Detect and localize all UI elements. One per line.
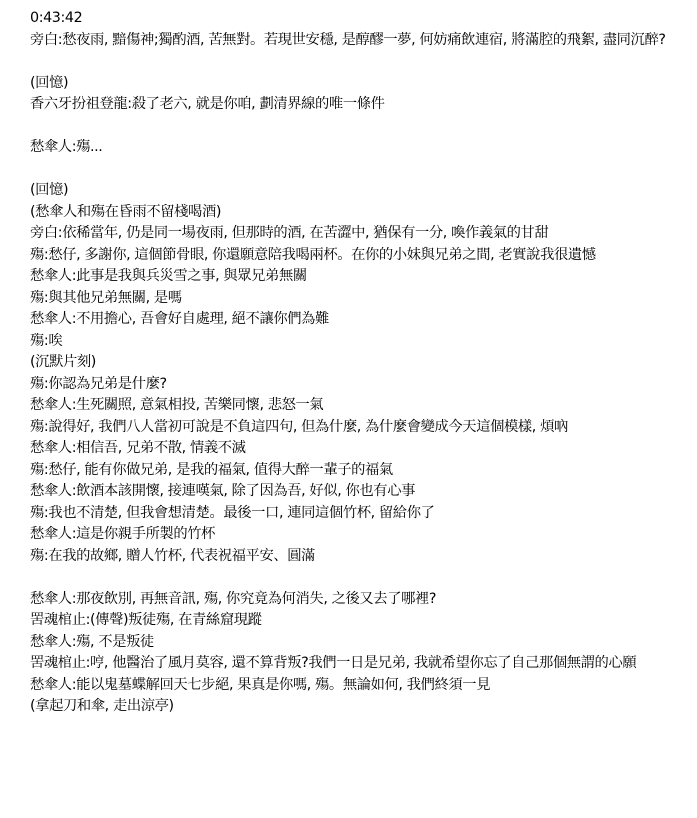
transcript-line: (拿起刀和傘, 走出涼亭) bbox=[30, 698, 174, 714]
transcript-line: 愁傘人:不用擔心, 吾會好自處理, 絕不讓你們為難 bbox=[30, 311, 329, 327]
transcript-line: 殤:愁仔, 能有你做兄弟, 是我的福氣, 值得大醉一輩子的福氣 bbox=[30, 461, 393, 478]
transcript-line: 愁傘人:飲酒本該開懷, 接連嘆氣, 除了因為吾, 好似, 你也有心事 bbox=[30, 483, 415, 499]
transcript-line: (回憶) bbox=[30, 182, 69, 198]
transcript-line: 愁傘人:相信吾, 兄弟不散, 情義不滅 bbox=[30, 440, 246, 456]
transcript-line: 愁傘人:生死關照, 意氣相投, 苦樂同懷, 悲怒一氣 bbox=[30, 397, 324, 413]
blank-line bbox=[30, 159, 680, 181]
transcript-line: 愁傘人:能以鬼墓蝶解回天七步絕, 果真是你嗎, 殤。無論如何, 我們終須一見 bbox=[30, 676, 491, 693]
transcript-line: 殤:你認為兄弟是什麼? bbox=[30, 375, 167, 392]
transcript-line: 愁傘人:那夜飲別, 再無音訊, 殤, 你究竟為何消失, 之後又去了哪裡? bbox=[30, 590, 437, 607]
transcript-document bbox=[30, 8, 680, 718]
transcript-line: 殤:說得好, 我們八人當初可說是不負這四句, 但為什麼, 為什麼會變成今天這個模樣, 煩吶 bbox=[30, 418, 568, 435]
transcript-line: 殤:與其他兄弟無關, 是嗎 bbox=[30, 289, 182, 306]
transcript-line: 香六牙扮祖登龍:殺了老六, 就是你咱, 劃清界線的唯一條件 bbox=[30, 96, 385, 112]
transcript-line: 旁白:愁夜雨, 黯傷神;獨酌酒, 苦無對。若現世安穩, 是醇醪一夢, 何妨痛飲連宿, 將滿腔的飛絮, 盡同沉醉? bbox=[30, 31, 666, 48]
blank-line bbox=[30, 567, 680, 589]
transcript-line: 愁傘人:殤... bbox=[30, 139, 103, 155]
blank-line bbox=[30, 116, 680, 138]
transcript-line: 愁傘人:這是你親手所製的竹杯 bbox=[30, 526, 216, 542]
timestamp: 0:43:42 bbox=[30, 10, 83, 26]
transcript-line: (回憶) bbox=[30, 74, 69, 91]
transcript-line: 罟魂棺止:哼, 他醫治了風月莫容, 還不算背叛?我們一日是兄弟, 我就希望你忘了自己那個無謂的心願 bbox=[30, 655, 637, 671]
transcript-line: 罟魂棺止:(傳聲)叛徒殤, 在青絲窟現蹤 bbox=[30, 612, 262, 628]
transcript-line: 愁傘人:此事是我與兵災雪之事, 與眾兄弟無關 bbox=[30, 268, 307, 284]
transcript-line: 殤:愁仔, 多謝你, 這個節骨眼, 你還願意陪我喝兩杯。在你的小妹與兄弟之間, 老實說我很遺憾 bbox=[30, 246, 596, 263]
transcript-line: (愁傘人和殤在昏雨不留棧喝酒) bbox=[30, 203, 222, 220]
transcript-line: 殤:我也不清楚, 但我會想清楚。最後一口, 連同這個竹杯, 留給你了 bbox=[30, 504, 435, 521]
transcript-line: 愁傘人:殤, 不是叛徒 bbox=[30, 633, 154, 650]
transcript-line: (沉默片刻) bbox=[30, 354, 96, 370]
transcript-line: 旁白:依稀當年, 仍是同一場夜雨, 但那時的酒, 在苦澀中, 猶保有一分, 喚作義氣的甘甜 bbox=[30, 225, 549, 241]
blank-line bbox=[30, 51, 680, 73]
transcript-line: 殤:在我的故鄉, 贈人竹杯, 代表祝福平安、圓滿 bbox=[30, 547, 316, 564]
transcript-line: 殤:唉 bbox=[30, 332, 63, 349]
